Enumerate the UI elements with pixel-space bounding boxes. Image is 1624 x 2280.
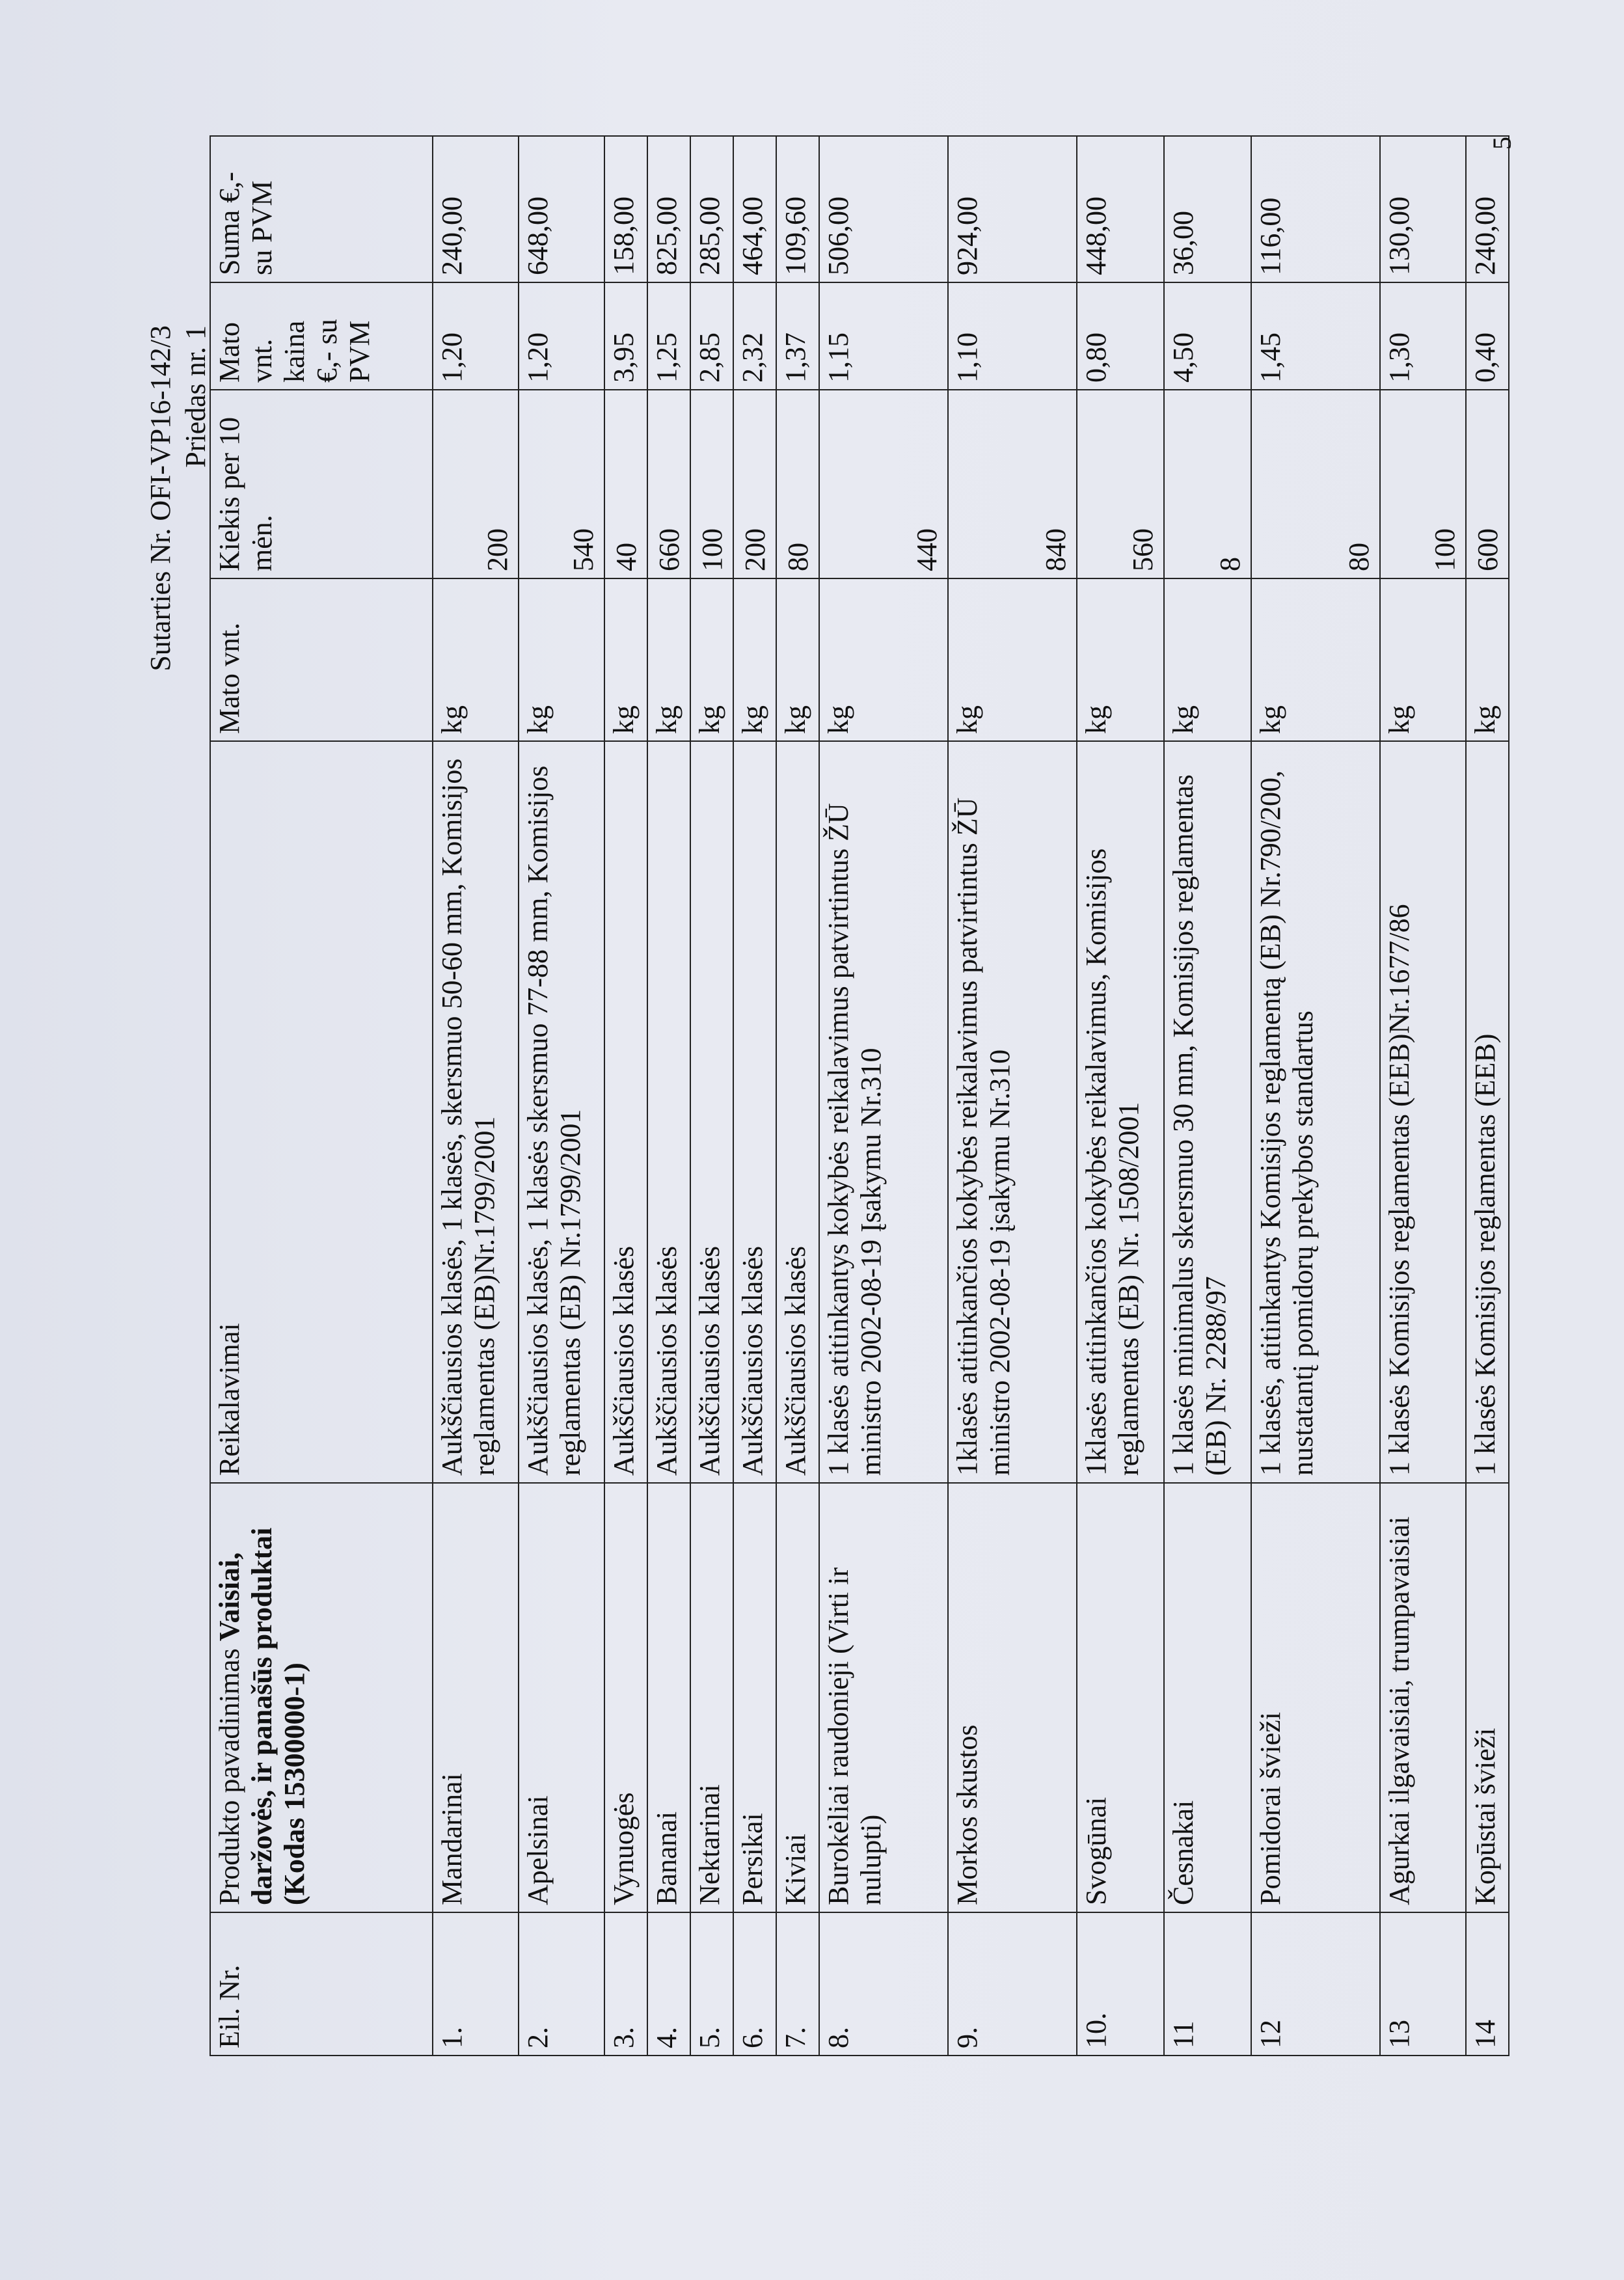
row-number: 12 — [1251, 1912, 1380, 2056]
header-product-category: Vaisiai, daržovės, ir panašūs produktai (Kodas 15300000-1) — [213, 1527, 310, 1905]
line-sum: 924,00 — [948, 136, 1077, 282]
header-requirements: Reikalavimai — [210, 741, 433, 1483]
product-name: Apelsinai — [519, 1483, 604, 1912]
row-number: 8. — [819, 1912, 948, 2056]
product-name: Kopūstai švieži — [1466, 1483, 1509, 1912]
header-unit: Mato vnt. — [210, 578, 433, 741]
unit: kg — [433, 578, 519, 741]
document-header — [143, 325, 213, 672]
table-row — [519, 136, 604, 2056]
unit-price: 1,45 — [1251, 282, 1380, 390]
product-requirements: Aukščiausios klasės, 1 klasės, skersmuo 50-60 mm, Komisijos reglamentas (EB)Nr.1799/2001 — [433, 741, 519, 1483]
table-row — [1164, 136, 1251, 2056]
table-row — [733, 136, 776, 2056]
product-name: Kiviai — [776, 1483, 819, 1912]
line-sum: 285,00 — [690, 136, 733, 282]
line-sum: 158,00 — [604, 136, 647, 282]
product-name: Pomidorai švieži — [1251, 1483, 1380, 1912]
quantity: 200 — [733, 390, 776, 578]
quantity: 600 — [1466, 390, 1509, 578]
product-name: Nektarinai — [690, 1483, 733, 1912]
table-row — [1251, 136, 1380, 2056]
annex-label: Priedas nr. 1 — [180, 325, 211, 468]
unit: kg — [690, 578, 733, 741]
header-unit-price: Mato vnt. kaina €,- su PVM — [210, 282, 433, 390]
quantity: 560 — [1077, 390, 1164, 578]
row-number: 13 — [1380, 1912, 1466, 2056]
unit: kg — [1164, 578, 1251, 741]
quantity: 40 — [604, 390, 647, 578]
unit-price: 2,32 — [733, 282, 776, 390]
product-requirements: 1klasės atitinkančios kokybės reikalavimus, Komisijos reglamentas (EB) Nr. 1508/2001 — [1077, 741, 1164, 1483]
product-name: Mandarinai — [433, 1483, 519, 1912]
row-number: 10. — [1077, 1912, 1164, 2056]
line-sum: 130,00 — [1380, 136, 1466, 282]
product-name: Bananai — [647, 1483, 690, 1912]
unit-price: 0,80 — [1077, 282, 1164, 390]
product-requirements: Aukščiausios klasės, 1 klasės skersmuo 77-88 mm, Komisijos reglamentas (EB) Nr.1799/2001 — [519, 741, 604, 1483]
product-requirements: 1klasės atitinkančios kokybės reikalavimus patvirtintus ŽŪ ministro 2002-08-19 įsakymu Nr.310 — [948, 741, 1077, 1483]
row-number: 3. — [604, 1912, 647, 2056]
table-row — [1077, 136, 1164, 2056]
unit: kg — [819, 578, 948, 741]
row-number: 9. — [948, 1912, 1077, 2056]
unit: kg — [1466, 578, 1509, 741]
unit-price: 1,25 — [647, 282, 690, 390]
unit: kg — [1380, 578, 1466, 741]
unit-price: 1,10 — [948, 282, 1077, 390]
line-sum: 36,00 — [1164, 136, 1251, 282]
product-requirements: 1 klasės atitinkantys kokybės reikalavimus patvirtintus ŽŪ ministro 2002-08-19 Įsakymu Nr.310 — [819, 741, 948, 1483]
table-row — [776, 136, 819, 2056]
product-name: Morkos skustos — [948, 1483, 1077, 1912]
line-sum: 825,00 — [647, 136, 690, 282]
row-number: 14 — [1466, 1912, 1509, 2056]
quantity: 8 — [1164, 390, 1251, 578]
product-name: Česnakai — [1164, 1483, 1251, 1912]
row-number: 7. — [776, 1912, 819, 2056]
header-quantity: Kiekis per 10 mėn. — [210, 390, 433, 578]
row-number: 5. — [690, 1912, 733, 2056]
products-table — [210, 135, 1509, 2056]
product-name: Svogūnai — [1077, 1483, 1164, 1912]
line-sum: 448,00 — [1077, 136, 1164, 282]
product-name: Vynuogės — [604, 1483, 647, 1912]
row-number: 6. — [733, 1912, 776, 2056]
quantity: 80 — [776, 390, 819, 578]
page-number: 5 — [1487, 137, 1517, 150]
unit-price: 1,20 — [519, 282, 604, 390]
table-row — [433, 136, 519, 2056]
quantity: 840 — [948, 390, 1077, 578]
unit: kg — [733, 578, 776, 741]
table-row — [948, 136, 1077, 2056]
unit-price: 1,15 — [819, 282, 948, 390]
line-sum: 648,00 — [519, 136, 604, 282]
header-product-prefix: Produkto pavadinimas — [213, 1641, 245, 1905]
unit-price: 4,50 — [1164, 282, 1251, 390]
line-sum: 240,00 — [433, 136, 519, 282]
header-sum: Suma €,- su PVM — [210, 136, 433, 282]
table-row — [604, 136, 647, 2056]
unit-price: 1,30 — [1380, 282, 1466, 390]
unit: kg — [519, 578, 604, 741]
unit: kg — [776, 578, 819, 741]
unit-price: 1,37 — [776, 282, 819, 390]
product-requirements: 1 klasės Komisijos reglamentas (EEB) — [1466, 741, 1509, 1483]
unit: kg — [647, 578, 690, 741]
header-no: Eil. Nr. — [210, 1912, 433, 2056]
quantity: 100 — [690, 390, 733, 578]
line-sum: 240,00 — [1466, 136, 1509, 282]
line-sum: 116,00 — [1251, 136, 1380, 282]
product-name: Persikai — [733, 1483, 776, 1912]
product-requirements: Aukščiausios klasės — [776, 741, 819, 1483]
table-header-row — [210, 136, 433, 2056]
line-sum: 464,00 — [733, 136, 776, 282]
unit-price: 0,40 — [1466, 282, 1509, 390]
row-number: 4. — [647, 1912, 690, 2056]
unit-price: 3,95 — [604, 282, 647, 390]
unit: kg — [604, 578, 647, 741]
unit-price: 2,85 — [690, 282, 733, 390]
unit: kg — [1251, 578, 1380, 741]
product-requirements: 1 klasės Komisijos reglamentas (EEB)Nr.1677/86 — [1380, 741, 1466, 1483]
table-row — [1380, 136, 1466, 2056]
product-name: Agurkai ilgavaisiai, trumpavaisiai — [1380, 1483, 1466, 1912]
product-requirements: Aukščiausios klasės — [733, 741, 776, 1483]
row-number: 2. — [519, 1912, 604, 2056]
quantity: 200 — [433, 390, 519, 578]
product-requirements: Aukščiausios klasės — [690, 741, 733, 1483]
unit: kg — [1077, 578, 1164, 741]
quantity: 540 — [519, 390, 604, 578]
product-requirements: 1 klasės minimalus skersmuo 30 mm, Komisijos reglamentas (EB) Nr. 2288/97 — [1164, 741, 1251, 1483]
quantity: 660 — [647, 390, 690, 578]
quantity: 80 — [1251, 390, 1380, 578]
product-name: Burokėliai raudonieji (Virti ir nulupti) — [819, 1483, 948, 1912]
header-product — [210, 1483, 433, 1912]
line-sum: 109,60 — [776, 136, 819, 282]
product-requirements: Aukščiausios klasės — [604, 741, 647, 1483]
quantity: 100 — [1380, 390, 1466, 578]
quantity: 440 — [819, 390, 948, 578]
row-number: 11 — [1164, 1912, 1251, 2056]
unit: kg — [948, 578, 1077, 741]
table-row — [819, 136, 948, 2056]
row-number: 1. — [433, 1912, 519, 2056]
table-row — [1466, 136, 1509, 2056]
line-sum: 506,00 — [819, 136, 948, 282]
table-row — [647, 136, 690, 2056]
product-requirements: 1 klasės, atitinkantys Komisijos reglamentą (EB) Nr.790/200, nustatantį pomidorų prekybos standartus — [1251, 741, 1380, 1483]
product-requirements: Aukščiausios klasės — [647, 741, 690, 1483]
table-row — [690, 136, 733, 2056]
unit-price: 1,20 — [433, 282, 519, 390]
contract-reference: Sutarties Nr. OFI-VP16-142/3 — [144, 325, 176, 672]
